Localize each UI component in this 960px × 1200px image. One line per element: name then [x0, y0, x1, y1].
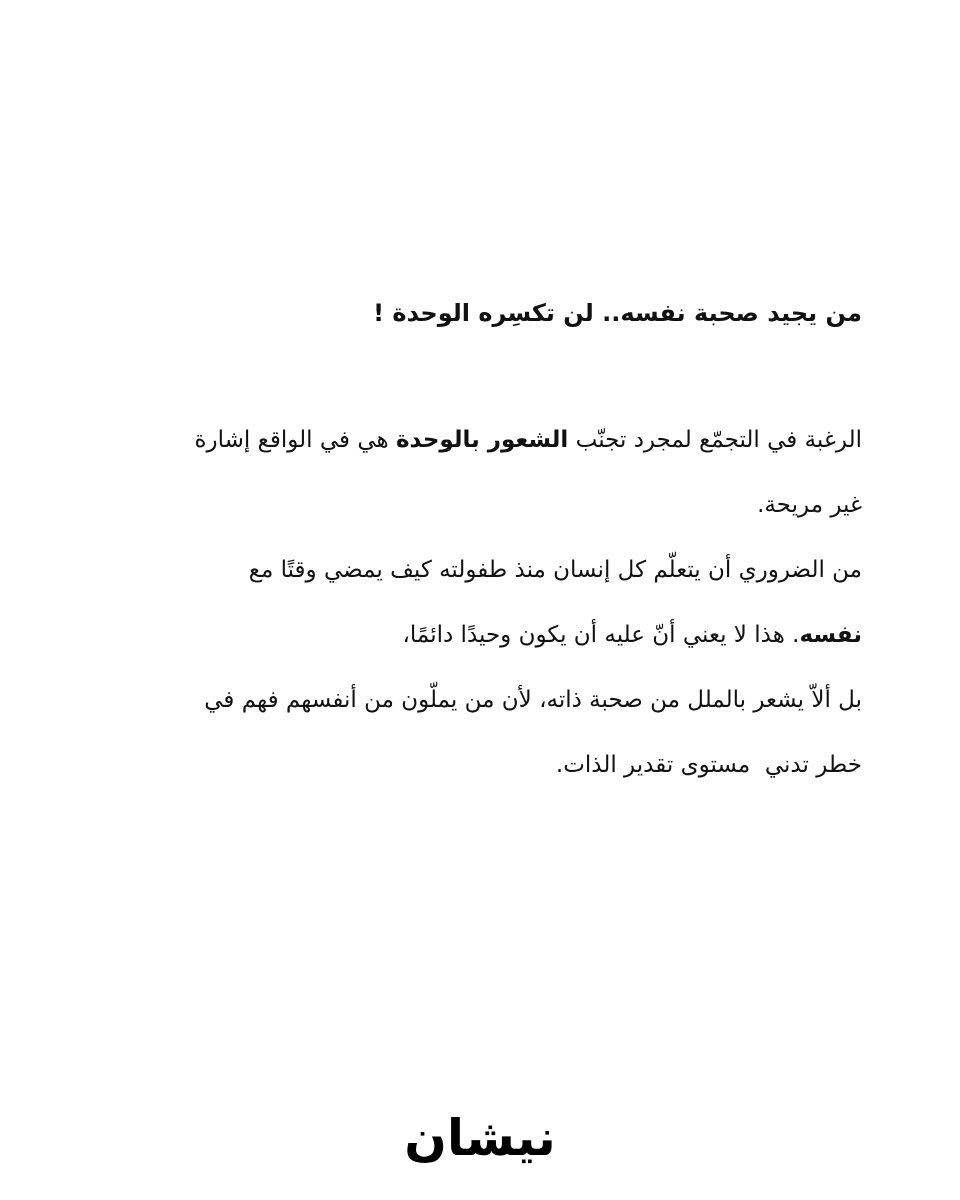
- post-title: من يجيد صحبة نفسه.. لن تكسِره الوحدة !: [373, 299, 862, 327]
- body-bold-segment: نفسه: [799, 622, 862, 648]
- body-text-segment: . هذا لا يعني أنّ عليه أن يكون وحيدًا دائمًا،: [402, 622, 800, 648]
- body-bold-segment: الشعور بالوحدة: [395, 427, 569, 453]
- body-text-segment: الرغبة في التجمّع لمجرد تجنّب: [568, 427, 862, 453]
- body-text-segment: خطر تدني مستوى تقدير الذات.: [555, 752, 862, 778]
- body-line: [102, 473, 862, 538]
- body-line: [102, 538, 862, 603]
- body-text-segment: من الضروري أن يتعلّم كل إنسان منذ طفولته كيف يمضي وقتًا مع: [248, 557, 862, 583]
- body-line: [102, 668, 862, 733]
- body-text-segment: بل ألاّ يشعر بالملل من صحبة ذاته، لأن من يملّون من أنفسهم فهم في: [204, 687, 862, 713]
- body-text-segment: هي في الواقع إشارة: [194, 427, 396, 453]
- body-line: [102, 733, 862, 798]
- post-body: [102, 408, 862, 798]
- brand-logo: نيشان: [404, 1109, 556, 1167]
- body-line: [102, 408, 862, 473]
- body-line: [102, 603, 862, 668]
- body-text-segment: غير مريحة.: [757, 492, 862, 518]
